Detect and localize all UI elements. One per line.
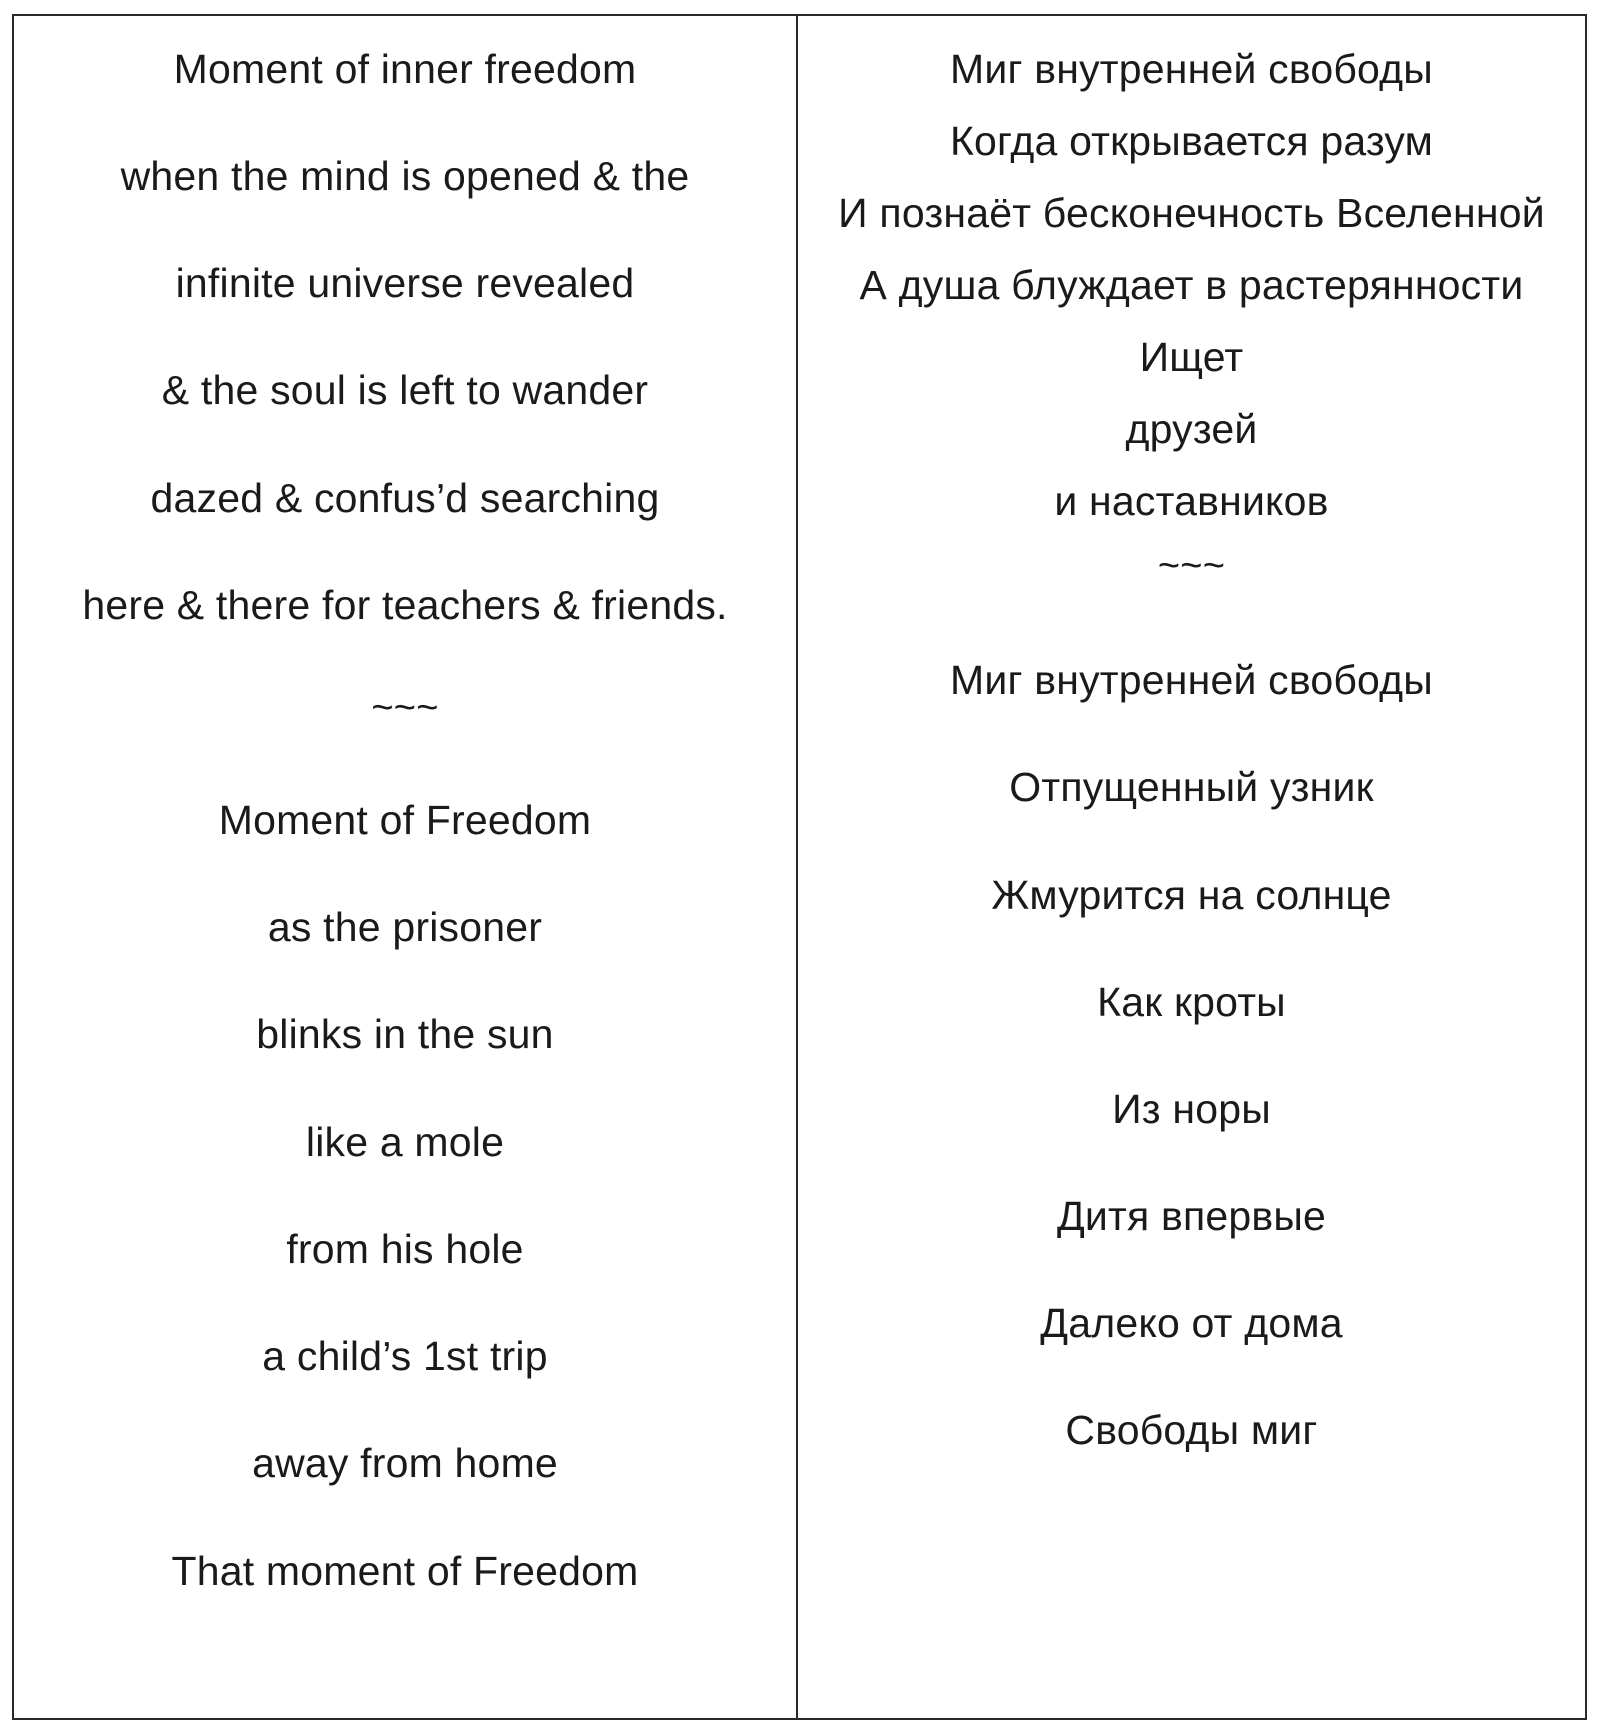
russian-column xyxy=(798,16,1585,1718)
english-line: Moment of Freedom xyxy=(218,797,592,843)
english-line: like a mole xyxy=(305,1119,505,1165)
english-line: That moment of Freedom xyxy=(171,1548,639,1594)
russian-line: Миг внутренней свободы xyxy=(950,657,1433,703)
russian-line: Когда открывается разум xyxy=(949,118,1434,164)
english-line: dazed & confus’d searching xyxy=(150,475,660,521)
english-line: away from home xyxy=(252,1440,558,1486)
russian-line: Свободы миг xyxy=(1065,1407,1318,1453)
english-line: here & there for teachers & friends. xyxy=(82,582,728,628)
russian-line: Отпущенный узник xyxy=(1009,764,1374,810)
russian-line: Далеко от дома xyxy=(1040,1300,1343,1346)
russian-line: Ищет xyxy=(1139,334,1244,380)
english-separator: ~~~ xyxy=(371,687,439,729)
russian-line: Жмурится на солнце xyxy=(991,872,1392,918)
poem-table xyxy=(12,14,1587,1720)
russian-line: И познаёт бесконечность Вселенной xyxy=(838,190,1545,236)
russian-line: Как кроты xyxy=(1097,979,1286,1025)
russian-line: и наставников xyxy=(1054,478,1329,524)
english-line: & the soul is left to wander xyxy=(161,367,649,413)
english-line: from his hole xyxy=(286,1226,524,1272)
english-line: infinite universe revealed xyxy=(175,260,635,306)
russian-line: Миг внутренней свободы xyxy=(950,46,1433,92)
english-line: as the prisoner xyxy=(267,904,543,950)
english-line: a child’s 1st trip xyxy=(262,1333,548,1379)
russian-line: А душа блуждает в растерянности xyxy=(859,262,1524,308)
russian-line: Дитя впервые xyxy=(1056,1193,1327,1239)
english-line: blinks in the sun xyxy=(256,1011,554,1057)
english-line: when the mind is opened & the xyxy=(120,153,690,199)
russian-separator: ~~~ xyxy=(1157,545,1226,587)
russian-line: друзей xyxy=(1125,406,1258,452)
english-line: Moment of inner freedom xyxy=(173,46,637,92)
russian-line: Из норы xyxy=(1112,1086,1271,1132)
english-column xyxy=(14,16,798,1718)
